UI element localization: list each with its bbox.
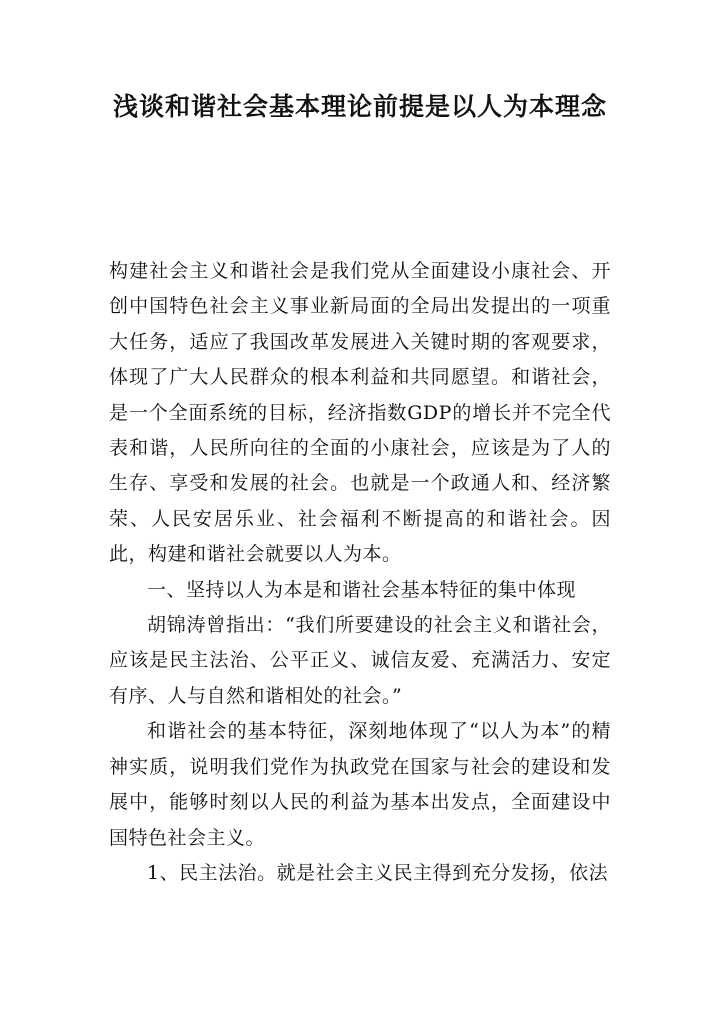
paragraph-quote: 胡锦涛曾指出：“我们所要建设的社会主义和谐社会，应该是民主法治、公平正义、诚信友爱、充满活力、安定有序、人与自然和谐相处的社会。”: [109, 614, 611, 707]
paragraph-democracy: 1、民主法治。就是社会主义民主得到充分发扬，依法: [147, 861, 609, 884]
document-body: [109, 254, 611, 891]
paragraph-features: 和谐社会的基本特征，深刻地体现了“以人为本”的精神实质，说明我们党作为执政党在国家与社会的建设和发展中，能够时刻以人民的利益为基本出发点，全面建设中国特色社会主义。: [109, 720, 611, 849]
section-heading-1: 一、坚持以人为本是和谐社会基本特征的集中体现: [147, 578, 577, 601]
paragraph-intro: 构建社会主义和谐社会是我们党从全面建设小康社会、开创中国特色社会主义事业新局面的全局出发提出的一项重大任务，适应了我国改革发展进入关键时期的客观要求，体现了广大人民群众的根本利益和共同愿望。和谐社会，是一个全面系统的目标，经济指数GDP的增长并不完全代表和谐，人民所向往的全面的小康社会，应该是为了人的生存、享受和发展的社会。也就是一个政通人和、经济繁荣、人民安居乐业、社会福利不断提高的和谐社会。因此，构建和谐社会就要以人为本。: [109, 260, 611, 566]
document-title: 浅谈和谐社会基本理论前提是以人为本理念: [112, 92, 607, 121]
